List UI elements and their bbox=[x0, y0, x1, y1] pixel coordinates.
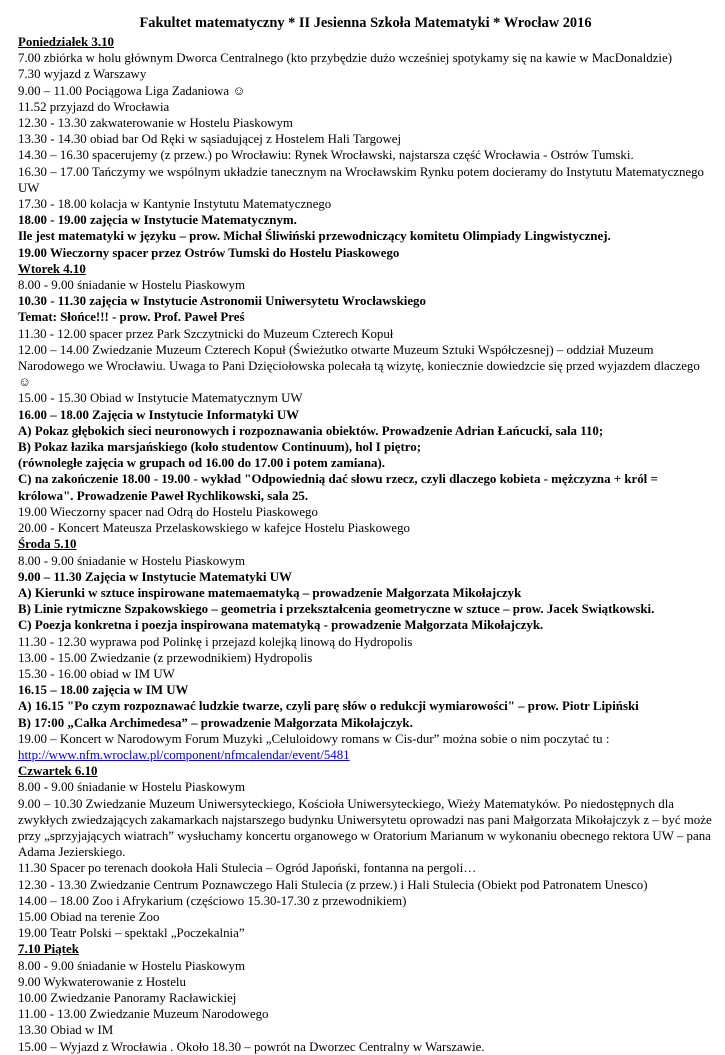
schedule-line: 13.30 Obiad w IM bbox=[18, 1023, 114, 1038]
schedule-line: 13.30 - 14.30 obiad bar Od Ręki w sąsiadującej z Hostelem Hali Targowej bbox=[18, 132, 402, 147]
schedule-line: (równoległe zajęcia w grupach od 16.00 do 17.00 i potem zamiana). bbox=[18, 456, 385, 471]
schedule-line: 15.00 – Wyjazd z Wrocławia . Około 18.30 – powrót na Dworzec Centralny w Warszawie. bbox=[18, 1039, 485, 1054]
schedule-line: 11.30 - 12.00 spacer przez Park Szczytnicki do Muzeum Czterech Kopuł bbox=[18, 326, 394, 341]
schedule-line: 14.30 – 16.30 spacerujemy (z przew.) po Wrocławiu: Rynek Wrocławski, najstarsza część Wrocławia - Ostrów Tumski. bbox=[18, 148, 634, 163]
schedule-line: 17.30 - 18.00 kolacja w Kantynie Instytutu Matematycznego bbox=[18, 197, 332, 212]
event-link[interactable]: http://www.nfm.wroclaw.pl/component/nfmcalendar/event/5481 bbox=[18, 747, 350, 762]
schedule-line: 19.00 Teatr Polski – spektakl „Poczekalnia” bbox=[18, 926, 245, 941]
schedule-line: 8.00 - 9.00 śniadanie w Hostelu Piaskowym bbox=[18, 958, 245, 973]
schedule-line: 16.00 – 18.00 Zajęcia w Instytucie Informatyki UW bbox=[18, 407, 300, 422]
day-heading: Wtorek 4.10 bbox=[18, 261, 86, 276]
schedule-line: 8.00 - 9.00 śniadanie w Hostelu Piaskowym bbox=[18, 278, 245, 293]
schedule-line: C) na zakończenie 18.00 - 19.00 - wykład "Odpowiednią dać słowu rzecz, czyli dlaczego kobieta - mężczyzna + król = królowa". Prowadzenie Paweł Rychlikowski, sala 25. bbox=[18, 472, 658, 503]
schedule-line: 13.00 - 15.00 Zwiedzanie (z przewodnikiem) Hydropolis bbox=[18, 650, 313, 665]
schedule-line: 18.00 - 19.00 zajęcia w Instytucie Matematycznym. bbox=[18, 213, 297, 228]
schedule-line: 15.00 Obiad na terenie Zoo bbox=[18, 909, 160, 924]
schedule-line: 11.30 Spacer po terenach dookoła Hali Stulecia – Ogród Japoński, fontanna na pergoli… bbox=[18, 861, 477, 876]
schedule-line: 9.00 – 11.30 Zajęcia w Instytucie Matematyki UW bbox=[18, 569, 292, 584]
day-heading: 7.10 Piątek bbox=[18, 942, 79, 957]
schedule-line: 10.30 - 11.30 zajęcia w Instytucie Astronomii Uniwersytetu Wrocławskiego bbox=[18, 294, 426, 309]
schedule-line: 16.15 – 18.00 zajęcia w IM UW bbox=[18, 683, 189, 698]
schedule-line: 9.00 – 10.30 Zwiedzanie Muzeum Uniwersyteckiego, Kościoła Uniwersyteckiego, Wieży Matematyków. Po niedostępnych dla zwykłych zwiedzających zakamarkach najstarszego budynku Uniwersytetu oprowadzi nas pani Małgorzata Mikołajczyk z – być może przy „sprzyjających wiatrach” wysłuchamy koncertu organowego w Oratorium Marianum w wykonaniu obecnego rektora UW – pana Adama Jezierskiego. bbox=[18, 796, 712, 860]
schedule-line: 19.00 Wieczorny spacer przez Ostrów Tumski do Hostelu Piaskowego bbox=[18, 245, 400, 260]
schedule-line: A) Pokaz głębokich sieci neuronowych i rozpoznawania obiektów. Prowadzenie Adrian Łańcucki, sala 110; bbox=[18, 423, 604, 438]
day-heading: Środa 5.10 bbox=[18, 537, 77, 552]
schedule-line: B) Linie rytmiczne Szpakowskiego – geometria i przekształcenia geometryczne w sztuce – prow. Jacek Swiątkowski. bbox=[18, 602, 655, 617]
schedule-line: 19.00 – Koncert w Narodowym Forum Muzyki „Celuloidowy romans w Cis-dur” można sobie o nim poczytać tu : bbox=[18, 731, 610, 746]
schedule-line: 14.00 – 18.00 Zoo i Afrykarium (częściowo 15.30-17.30 z przewodnikiem) bbox=[18, 893, 407, 908]
schedule-line: 8.00 - 9.00 śniadanie w Hostelu Piaskowym bbox=[18, 780, 245, 795]
schedule-line: B) 17:00 „Całka Archimedesa” – prowadzenie Małgorzata Mikołajczyk. bbox=[18, 715, 413, 730]
schedule-line: 7.30 wyjazd z Warszawy bbox=[18, 67, 147, 82]
schedule-line: 7.00 zbiórka w holu głównym Dworca Centralnego (kto przybędzie dużo wcześniej spotykamy się na kawie w MacDonaldzie) bbox=[18, 51, 672, 66]
schedule-line: Ile jest matematyki w języku – prow. Michał Śliwiński przewodniczący komitetu Olimpiady Lingwistycznej. bbox=[18, 229, 611, 244]
schedule-line: Temat: Słońce!!! - prow. Prof. Paweł Preś bbox=[18, 310, 245, 325]
schedule-line: 9.00 Wykwaterowanie z Hostelu bbox=[18, 974, 186, 989]
day-heading: Poniedziałek 3.10 bbox=[18, 35, 114, 49]
schedule-line: C) Poezja konkretna i poezja inspirowana matematyką - prowadzenie Małgorzata Mikołajczyk. bbox=[18, 618, 544, 633]
schedule-line: B) Pokaz łazika marsjańskiego (koło studentow Continuum), hol I piętro; bbox=[18, 440, 421, 455]
schedule-line: 15.30 - 16.00 obiad w IM UW bbox=[18, 666, 175, 681]
schedule-line: 11.00 - 13.00 Zwiedzanie Muzeum Narodowego bbox=[18, 1007, 269, 1022]
schedule-line: 20.00 - Koncert Mateusza Przelaskowskiego w kafejce Hostelu Piaskowego bbox=[18, 521, 410, 536]
schedule-line: 19.00 Wieczorny spacer nad Odrą do Hostelu Piaskowego bbox=[18, 504, 318, 519]
schedule-line: 15.00 - 15.30 Obiad w Instytucie Matematycznym UW bbox=[18, 391, 303, 406]
schedule-line: 11.30 - 12.30 wyprawa pod Polinkę i przejazd kolejką linową do Hydropolis bbox=[18, 634, 413, 649]
schedule-line: A) 16.15 "Po czym rozpoznawać ludzkie twarze, czyli parę słów o redukcji wymiarowości" – prow. Piotr Lipiński bbox=[18, 699, 639, 714]
schedule-line: A) Kierunki w sztuce inspirowane matemaematyką – prowadzenie Małgorzata Mikołajczyk bbox=[18, 585, 522, 600]
schedule-line: 12.30 - 13.30 zakwaterowanie w Hostelu Piaskowym bbox=[18, 116, 293, 131]
schedule-line: 10.00 Zwiedzanie Panoramy Racławickiej bbox=[18, 990, 237, 1005]
schedule-line: 12.30 - 13.30 Zwiedzanie Centrum Poznawczego Hali Stulecia (z przew.) i Hali Stulecia (Obiekt pod Patronatem Unesco) bbox=[18, 877, 648, 892]
schedule-lines bbox=[18, 34, 713, 1055]
schedule-line: 12.00 – 14.00 Zwiedzanie Muzeum Czterech Kopuł (Świeżutko otwarte Muzeum Sztuki Współczesnej) – oddział Muzeum Narodowego we Wrocławiu. Uwaga to Pani Dzięciołowska polecała tą wizytę, koniecznie dowiedzcie się przed wyjazdem dlaczego ☺ bbox=[18, 342, 700, 390]
schedule-line: 16.30 – 17.00 Tańczymy we wspólnym układzie tanecznym na Wrocławskim Rynku potem docieramy do Instytutu Matematycznego UW bbox=[18, 164, 704, 195]
schedule-line: 11.52 przyjazd do Wrocławia bbox=[18, 99, 170, 114]
schedule-line: 8.00 - 9.00 śniadanie w Hostelu Piaskowym bbox=[18, 553, 245, 568]
day-heading: Czwartek 6.10 bbox=[18, 764, 98, 779]
page-title: Fakultet matematyczny * II Jesienna Szkoła Matematyki * Wrocław 2016 bbox=[139, 15, 592, 31]
schedule-line: 9.00 – 11.00 Pociągowa Liga Zadaniowa ☺ bbox=[18, 83, 246, 98]
